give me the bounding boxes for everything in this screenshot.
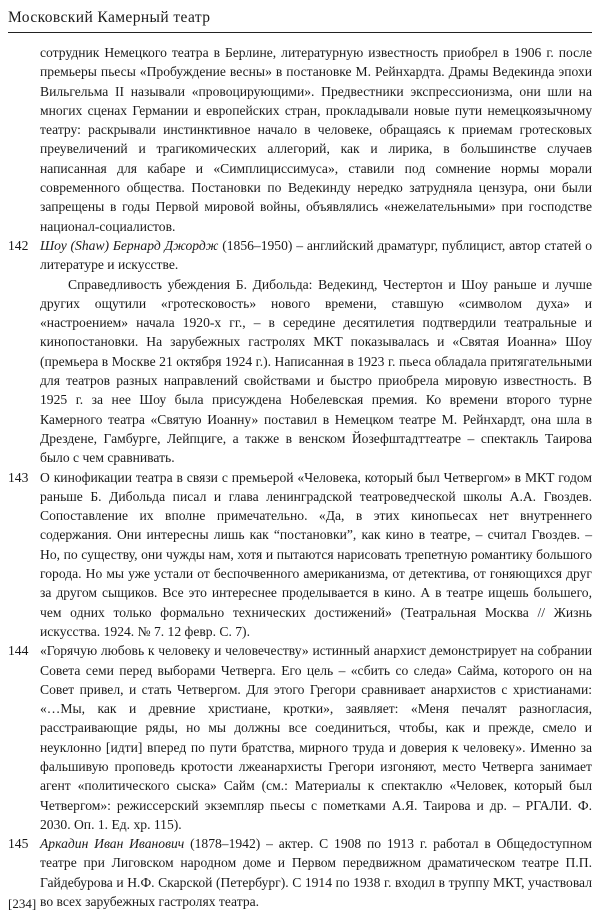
note-number: 142 [8,237,29,253]
continuation-paragraph: сотрудник Немецкого театра в Берлине, литературную известность приобрел в 1906 г. после премьеры пьесы «Пробуждение весны» в постановке М. Рейнхардта. Драмы Ведекинда эпохи Вильгельма II называли «провоцирующими». Предвестники экспрессионизма, они шли на многих сценах Германии и европейских стран, прокладывали новые пути немецкоязычному театру: раскрывали инстинктивное начало в человеке, обращаясь к приемам гротесковых преувеличений и трагикомических аллегорий, как и лирика, в большинстве случаев написанная для кабаре и «Симплициссимуса», ставили под сомнение нормы морали современного общества. Постановки по Ведекинду нередко затрудняла цензура, они были запрещены в годы Первой мировой войны, объявлялись «нежелательными» при господстве национал-социалистов. [40,45,592,234]
note-144 [8,641,592,834]
note-145 [8,834,592,911]
note-143 [8,468,592,642]
person-name: Аркадин Иван Иванович [40,836,185,852]
note-extra-paragraph: Справедливость убеждения Б. Дибольда: Ведекинд, Честертон и Шоу раньше и лучше других ощутили «гротесковость» нового времени, ставшую «символом духа» и «настроением» начала 1920-х гг., – в середине десятилетия подтвердили театральные и кинопостановки. На зарубежных гастролях МКТ показывалась и «Святая Иоанна» Шоу (премьера в Москве 21 октября 1924 г.). Написанная в 1923 г. пьеса обладала притягательными для театров разных направлений свойствами и быстро приобрела мировую известность. В 1925 г. за нее Шоу была присуждена Нобелевская премия. Ко времени второго турне Камерного театра «Святую Иоанну» поставил в Немецком театре М. Рейнхардт, она шла в Дрездене, Гамбурге, Лейпциге, а также в венском Йозефштадттеатре – спектакль Таирова было с чем сравнивать. [40,276,592,466]
note-text: (1856–1950) – английский драматург, публицист, автор статей о литературе и искусстве. [40,237,592,273]
note-paragraph: «Горячую любовь к человеку и человечеству» истинный анархист демонстрирует на собрании Совета семи перед выборами Четверга. Его цель – «сбить со следа» Сайма, которого он на Совет привел, и стать Четвергом. Для этого Грегори сравнивает анархистов с христианами: «…Мы, как и древние христиане, кротки», заявляет: «Меня печалят разногласия, расстраивающие ряды, но мы должны все соединиться, чтобы, как и прежде, смело и неуклонно [идти] вперед по пути братства, мирного труда и доверия к человеку». Именно за фальшивую проповедь кротости лжеанархисты Грегори изгоняют, место Четверга занимает агент «политического сыска» Сайм (см.: Материалы к спектаклю «Человек, который был Четвергом»: режиссерский экземпляр пьесы с пометками А.Я. Таирова и др. – РГАЛИ. Ф. 2030. Оп. 1. Ед. хр. 115). [40,643,592,832]
note-paragraph: О кинофикации театра в связи с премьерой «Человека, который был Четвергом» в МКТ годом раньше Б. Дибольда писал и глава ленинградской театроведческой школы А.А. Гвоздев. Сопоставление их вполне примечательно. «Да, в этих кинопьесах нет внутреннего содержания. Они интересны лишь как “постановки”, как кино в театре, – считал Гвоздев. – Но, по существу, они чужды нам, хотя и пытаются нарисовать трепетную романтику большого города. Но мы уже устали от беспочвенного американизма, от детектива, от гоняющихся друг за другом сыщиков. Все это интереснее проделывается в кино. А в театре ищешь большего, чем одних только формально технических достижений» (Театральная Москва // Жизнь искусства. 1924. № 7. 12 февр. С. 7). [40,469,592,639]
note-paragraph [40,834,592,911]
header-rule [8,32,592,33]
note-paragraph [40,236,592,275]
person-name: Шоу (Shaw) Бернард Джордж [40,237,219,253]
note-142 [8,236,592,468]
note-number: 143 [8,469,29,485]
note-number: 144 [8,643,29,659]
note-number: 145 [8,836,29,852]
notes-body [8,43,592,911]
note-text: (1878–1942) – актер. С 1908 по 1913 г. работал в Общедоступном театре при Лиговском народном доме и Первом передвижном драматическом театре П.П. Гайдебурова и Н.Ф. Скарской (Петербург). С 1914 по 1938 г. входил в труппу МКТ, участвовал во всех зарубежных гастролях театра. [40,836,592,910]
page-number: [234] [8,896,37,911]
running-header: Московский Камерный театр [8,9,211,26]
note-continuation [8,43,592,236]
